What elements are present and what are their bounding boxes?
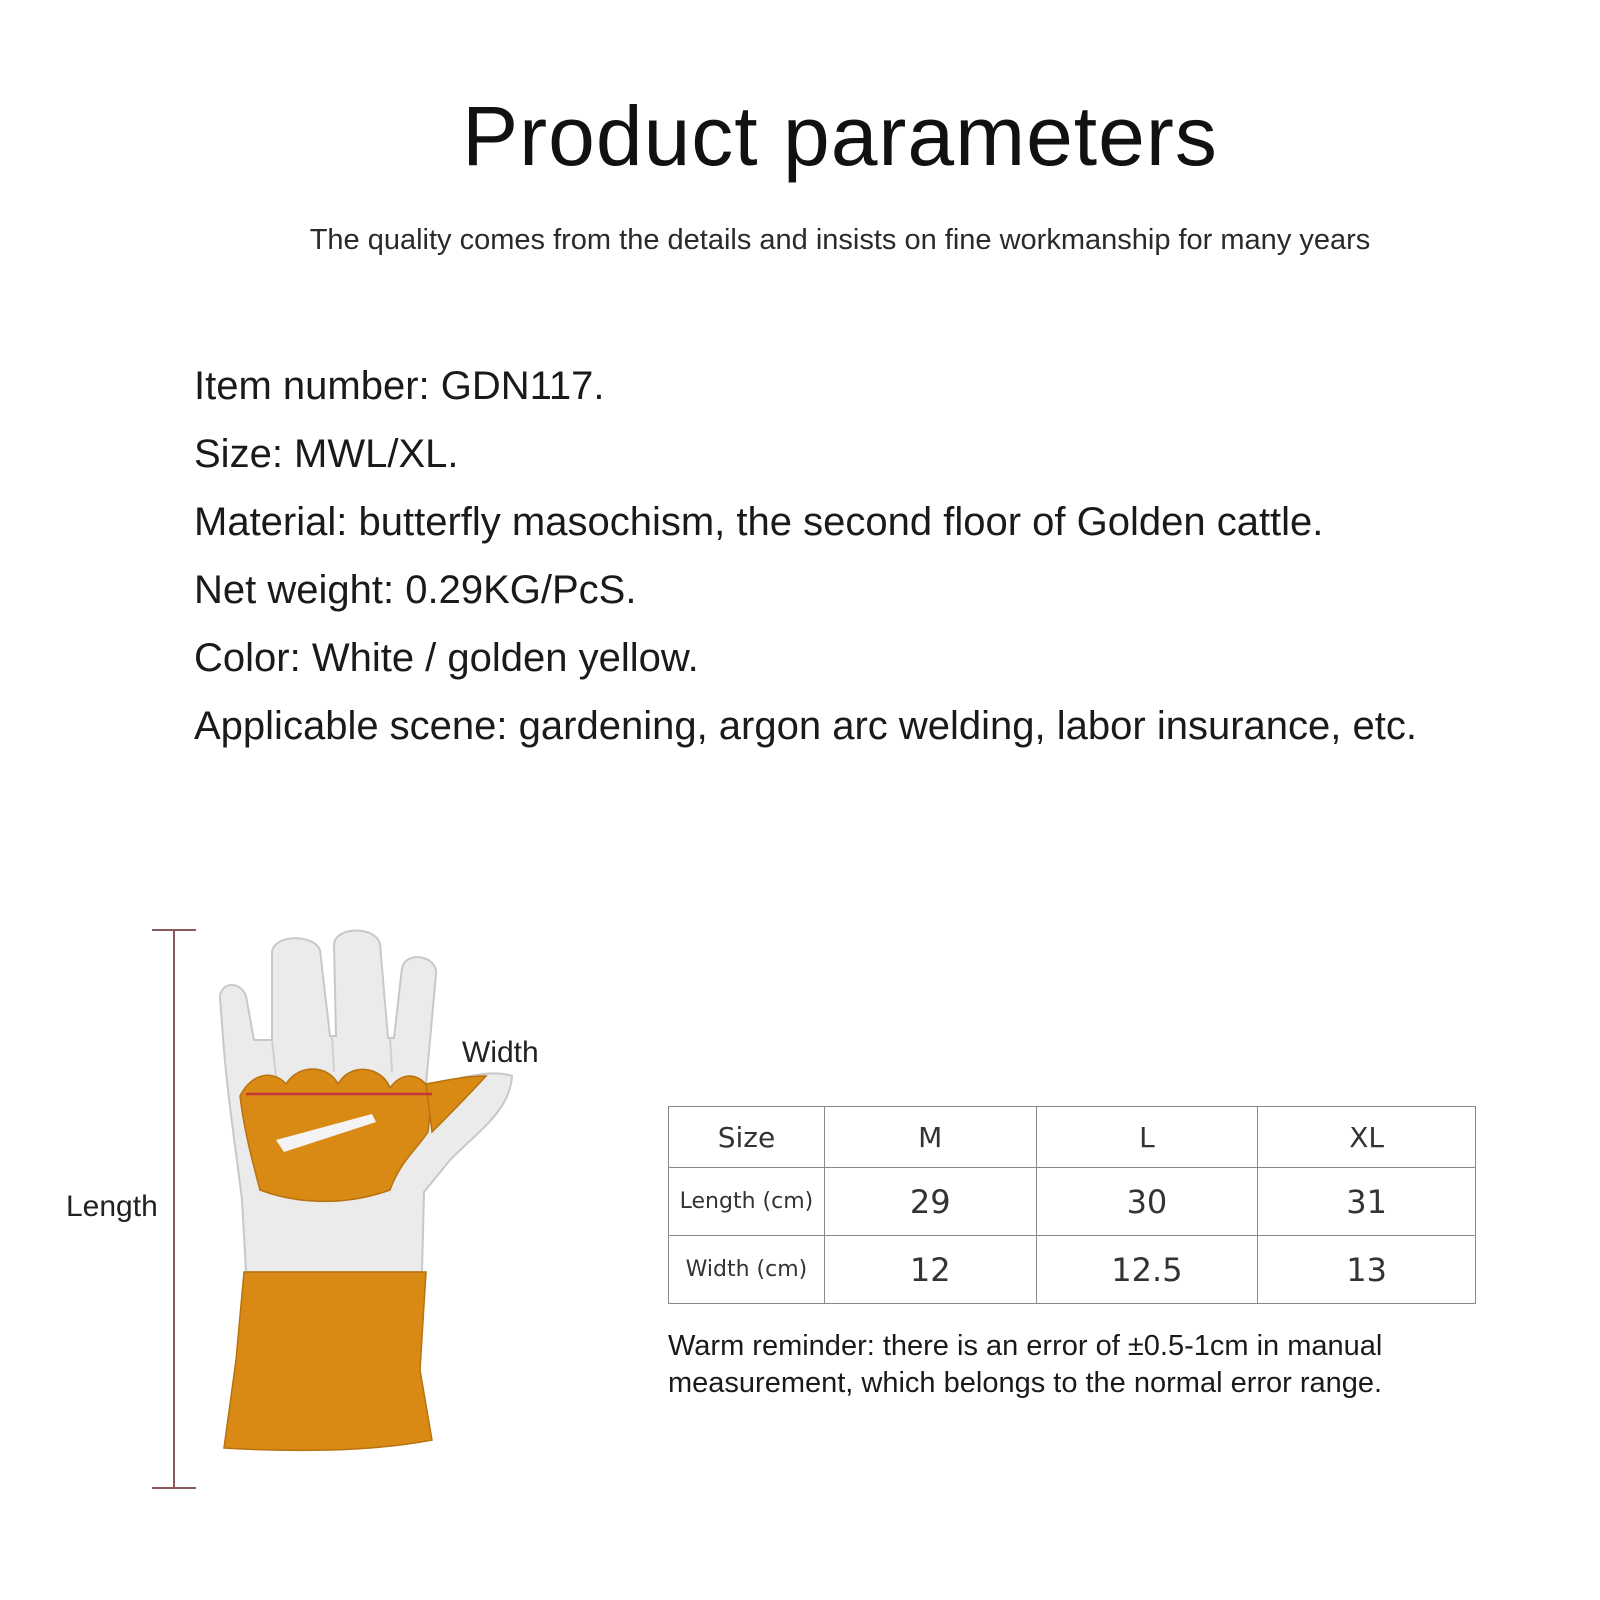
- page-title: Product parameters: [462, 89, 1218, 183]
- table-header-cell: Size: [669, 1107, 825, 1168]
- glove-image: [220, 931, 512, 1451]
- table-header-cell: XL: [1258, 1107, 1476, 1168]
- table-row: [669, 1168, 1476, 1236]
- width-label: Width: [462, 1036, 539, 1069]
- spec-net-weight: Net weight: 0.29KG/PcS.: [194, 568, 637, 612]
- table-row-label: Width (cm): [669, 1236, 825, 1304]
- spec-applicable-scene: Applicable scene: gardening, argon arc welding, labor insurance, etc.: [194, 704, 1417, 748]
- table-cell: 30: [1036, 1168, 1258, 1236]
- size-table: [668, 1106, 1476, 1304]
- table-header-cell: M: [824, 1107, 1036, 1168]
- table-cell: 29: [824, 1168, 1036, 1236]
- spec-item-number: Item number: GDN117.: [194, 364, 605, 408]
- spec-size: Size: MWL/XL.: [194, 432, 459, 476]
- length-dimension-line: [152, 930, 196, 1488]
- length-label: Length: [66, 1190, 158, 1223]
- reminder-line: measurement, which belongs to the normal error range.: [668, 1367, 1383, 1399]
- table-row-label: Length (cm): [669, 1168, 825, 1236]
- table-cell: 12: [824, 1236, 1036, 1304]
- reminder-line: Warm reminder: there is an error of ±0.5-1cm in manual: [668, 1330, 1383, 1362]
- spec-material: Material: butterfly masochism, the second floor of Golden cattle.: [194, 500, 1324, 544]
- table-cell: 12.5: [1036, 1236, 1258, 1304]
- table-header-row: [669, 1107, 1476, 1168]
- table-cell: 13: [1258, 1236, 1476, 1304]
- table-header-cell: L: [1036, 1107, 1258, 1168]
- table-row: [669, 1236, 1476, 1304]
- spec-list: [194, 352, 1554, 760]
- spec-color: Color: White / golden yellow.: [194, 636, 699, 680]
- page-subtitle: The quality comes from the details and insists on fine workmanship for many years: [309, 224, 1371, 256]
- table-cell: 31: [1258, 1168, 1476, 1236]
- warm-reminder: [668, 1328, 1488, 1402]
